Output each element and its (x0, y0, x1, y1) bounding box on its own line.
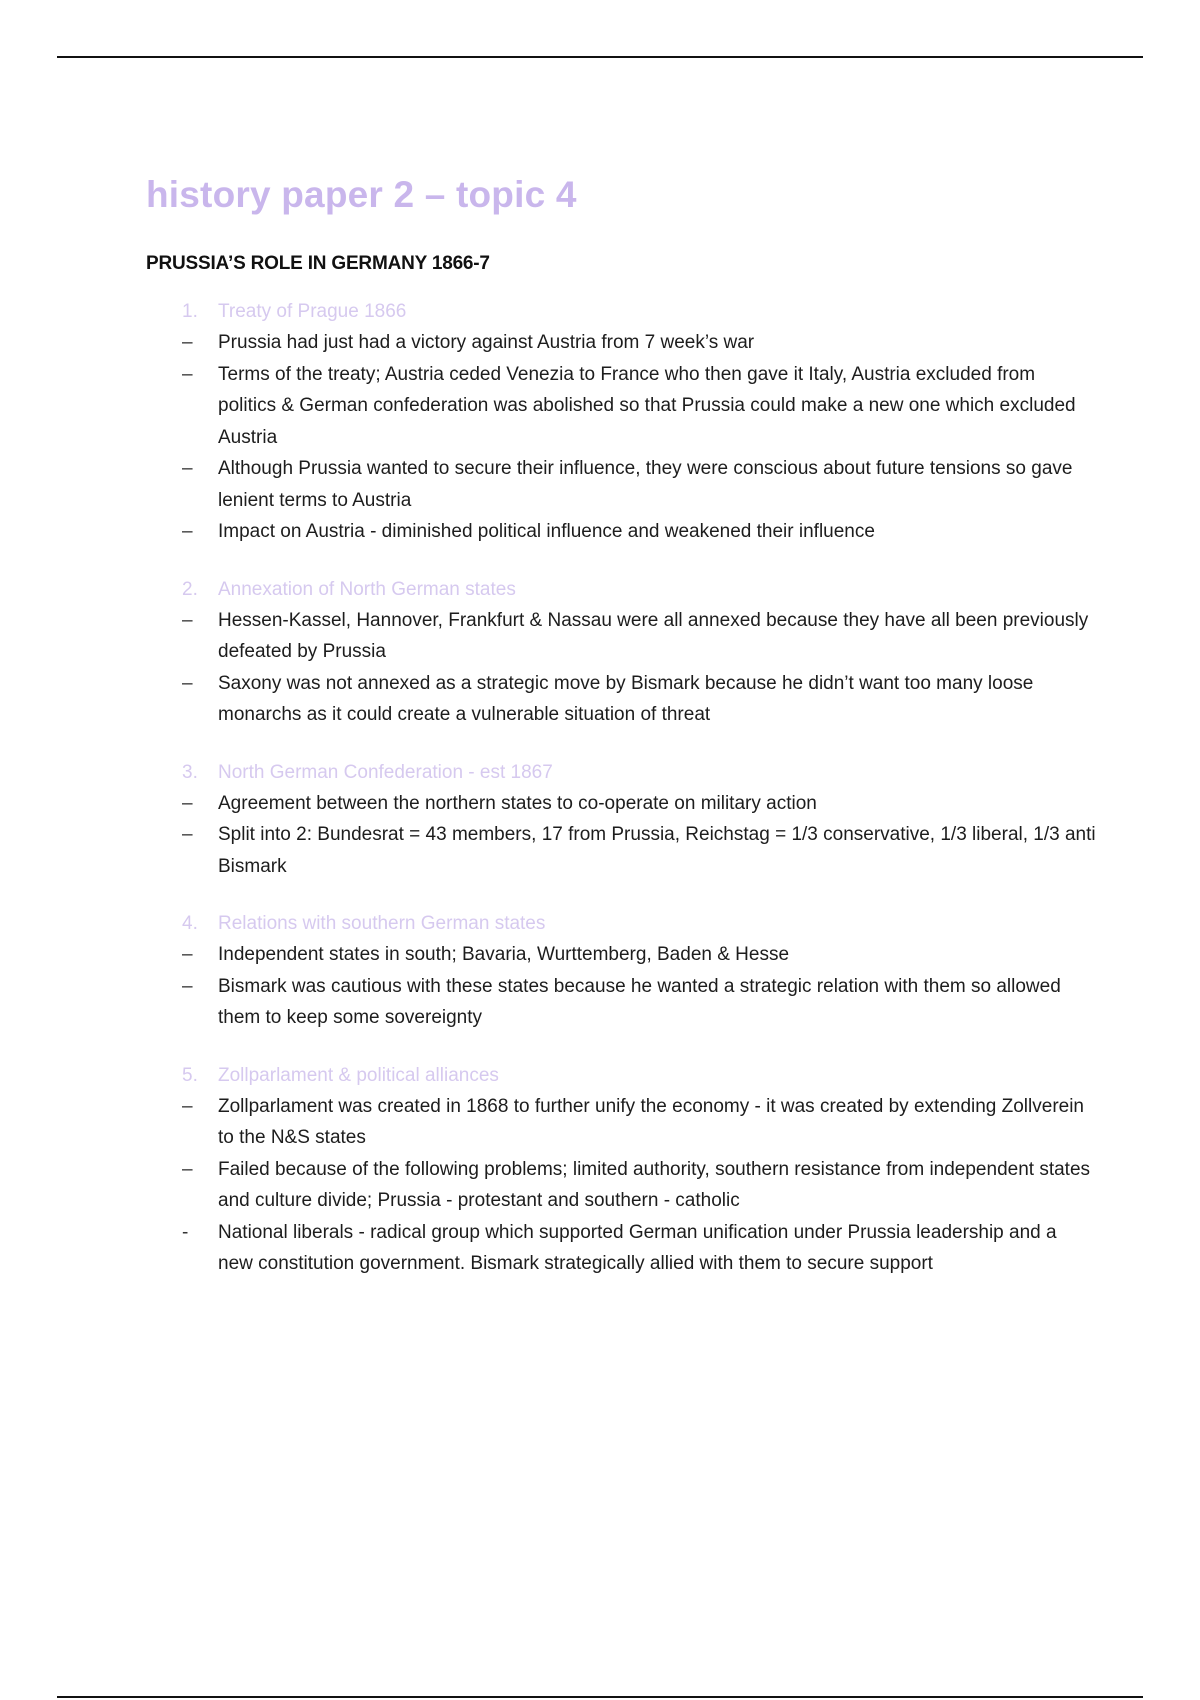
list-item (146, 453, 1096, 516)
list-item (146, 605, 1096, 668)
document-subtitle: PRUSSIA’S ROLE IN GERMANY 1866-7 (146, 253, 490, 274)
section-zollparlament (146, 1061, 1096, 1280)
top-divider (57, 56, 1143, 58)
section-heading-text: North German Confederation - est 1867 (218, 761, 553, 783)
section-annexation (146, 575, 1096, 731)
dash-bullet-icon: – (182, 824, 193, 845)
section-number: 5. (182, 1064, 198, 1086)
dash-bullet-icon: – (182, 458, 193, 479)
list-item-text: Failed because of the following problems; limited authority, southern resistance from independent states and culture divide; Prussia - protestant and southern - catholic (218, 1158, 1091, 1211)
list-item (146, 1154, 1096, 1217)
list-item-text: Although Prussia wanted to secure their influence, they were conscious about future tensions so gave lenient terms to Austria (218, 458, 1073, 511)
section-southern-relations (146, 909, 1096, 1034)
list-item (146, 788, 1096, 820)
bottom-divider (57, 1696, 1143, 1698)
list-item (146, 939, 1096, 971)
section-number: 4. (182, 913, 198, 934)
list-item-text: National liberals - radical group which supported German unification under Prussia leadership and a new constitution government. Bismark strategically allied with them to secure support (218, 1221, 1057, 1274)
dash-bullet-icon: – (182, 363, 193, 385)
section-heading (146, 297, 1096, 327)
sections-list (146, 297, 1096, 1280)
dash-bullet-icon: – (182, 1095, 193, 1117)
section-heading-text: Relations with southern German states (218, 913, 546, 934)
list-item-text: Bismark was cautious with these states because he wanted a strategic relation with them so allowed them to keep some sovereignty (218, 975, 1061, 1028)
dash-bullet-icon: – (182, 1158, 193, 1180)
list-item-text: Impact on Austria - diminished political influence and weakened their influence (218, 521, 875, 542)
section-treaty-of-prague (146, 297, 1096, 548)
dash-bullet-icon: – (182, 975, 193, 997)
section-north-german-confederation (146, 758, 1096, 883)
document-body (146, 170, 1096, 1307)
bullet-list (146, 1091, 1096, 1280)
list-item-text: Split into 2: Bundesrat = 43 members, 17 from Prussia, Reichstag = 1/3 conservative, 1/3 liberal, 1/3 anti Bismark (218, 824, 1096, 877)
section-number: 2. (182, 578, 198, 600)
document-title: history paper 2 – topic 4 (146, 174, 577, 215)
bullet-list (146, 327, 1096, 548)
list-item (146, 327, 1096, 359)
list-item-text: Terms of the treaty; Austria ceded Venezia to France who then gave it Italy, Austria excluded from politics & German confederation was abolished so that Prussia could make a new one which excluded Austria (218, 363, 1076, 448)
section-heading-text: Zollparlament & political alliances (218, 1064, 499, 1086)
dash-bullet-icon: – (182, 792, 193, 814)
list-item (146, 516, 1096, 548)
list-item (146, 819, 1096, 882)
bullet-list (146, 788, 1096, 883)
hyphen-bullet-icon: - (182, 1221, 189, 1243)
list-item (146, 971, 1096, 1034)
section-heading (146, 758, 1096, 788)
section-heading-text: Annexation of North German states (218, 578, 516, 600)
section-number: 3. (182, 761, 198, 783)
list-item-text: Zollparlament was created in 1868 to further unify the economy - it was created by extending Zollverein to the N&S states (218, 1095, 1085, 1148)
list-item (146, 668, 1096, 731)
list-item-text: Independent states in south; Bavaria, Wurttemberg, Baden & Hesse (218, 944, 790, 965)
list-item-text: Saxony was not annexed as a strategic move by Bismark because he didn’t want too many loose monarchs as it could create a vulnerable situation of threat (218, 672, 1034, 725)
dash-bullet-icon: – (182, 521, 193, 542)
list-item (146, 1091, 1096, 1154)
dash-bullet-icon: – (182, 944, 193, 965)
section-heading (146, 1061, 1096, 1091)
list-item-text: Prussia had just had a victory against Austria from 7 week’s war (218, 332, 755, 353)
section-number: 1. (182, 301, 198, 322)
list-item (146, 359, 1096, 454)
list-item-text: Agreement between the northern states to co-operate on military action (218, 792, 817, 814)
section-heading-text: Treaty of Prague 1866 (218, 301, 407, 322)
bullet-list (146, 605, 1096, 731)
list-item (146, 1217, 1096, 1280)
list-item-text: Hessen-Kassel, Hannover, Frankfurt & Nassau were all annexed because they have all been previously defeated by Prussia (218, 609, 1089, 662)
dash-bullet-icon: – (182, 609, 193, 631)
dash-bullet-icon: – (182, 332, 193, 353)
section-heading (146, 909, 1096, 939)
section-heading (146, 575, 1096, 605)
dash-bullet-icon: – (182, 672, 193, 694)
bullet-list (146, 939, 1096, 1034)
